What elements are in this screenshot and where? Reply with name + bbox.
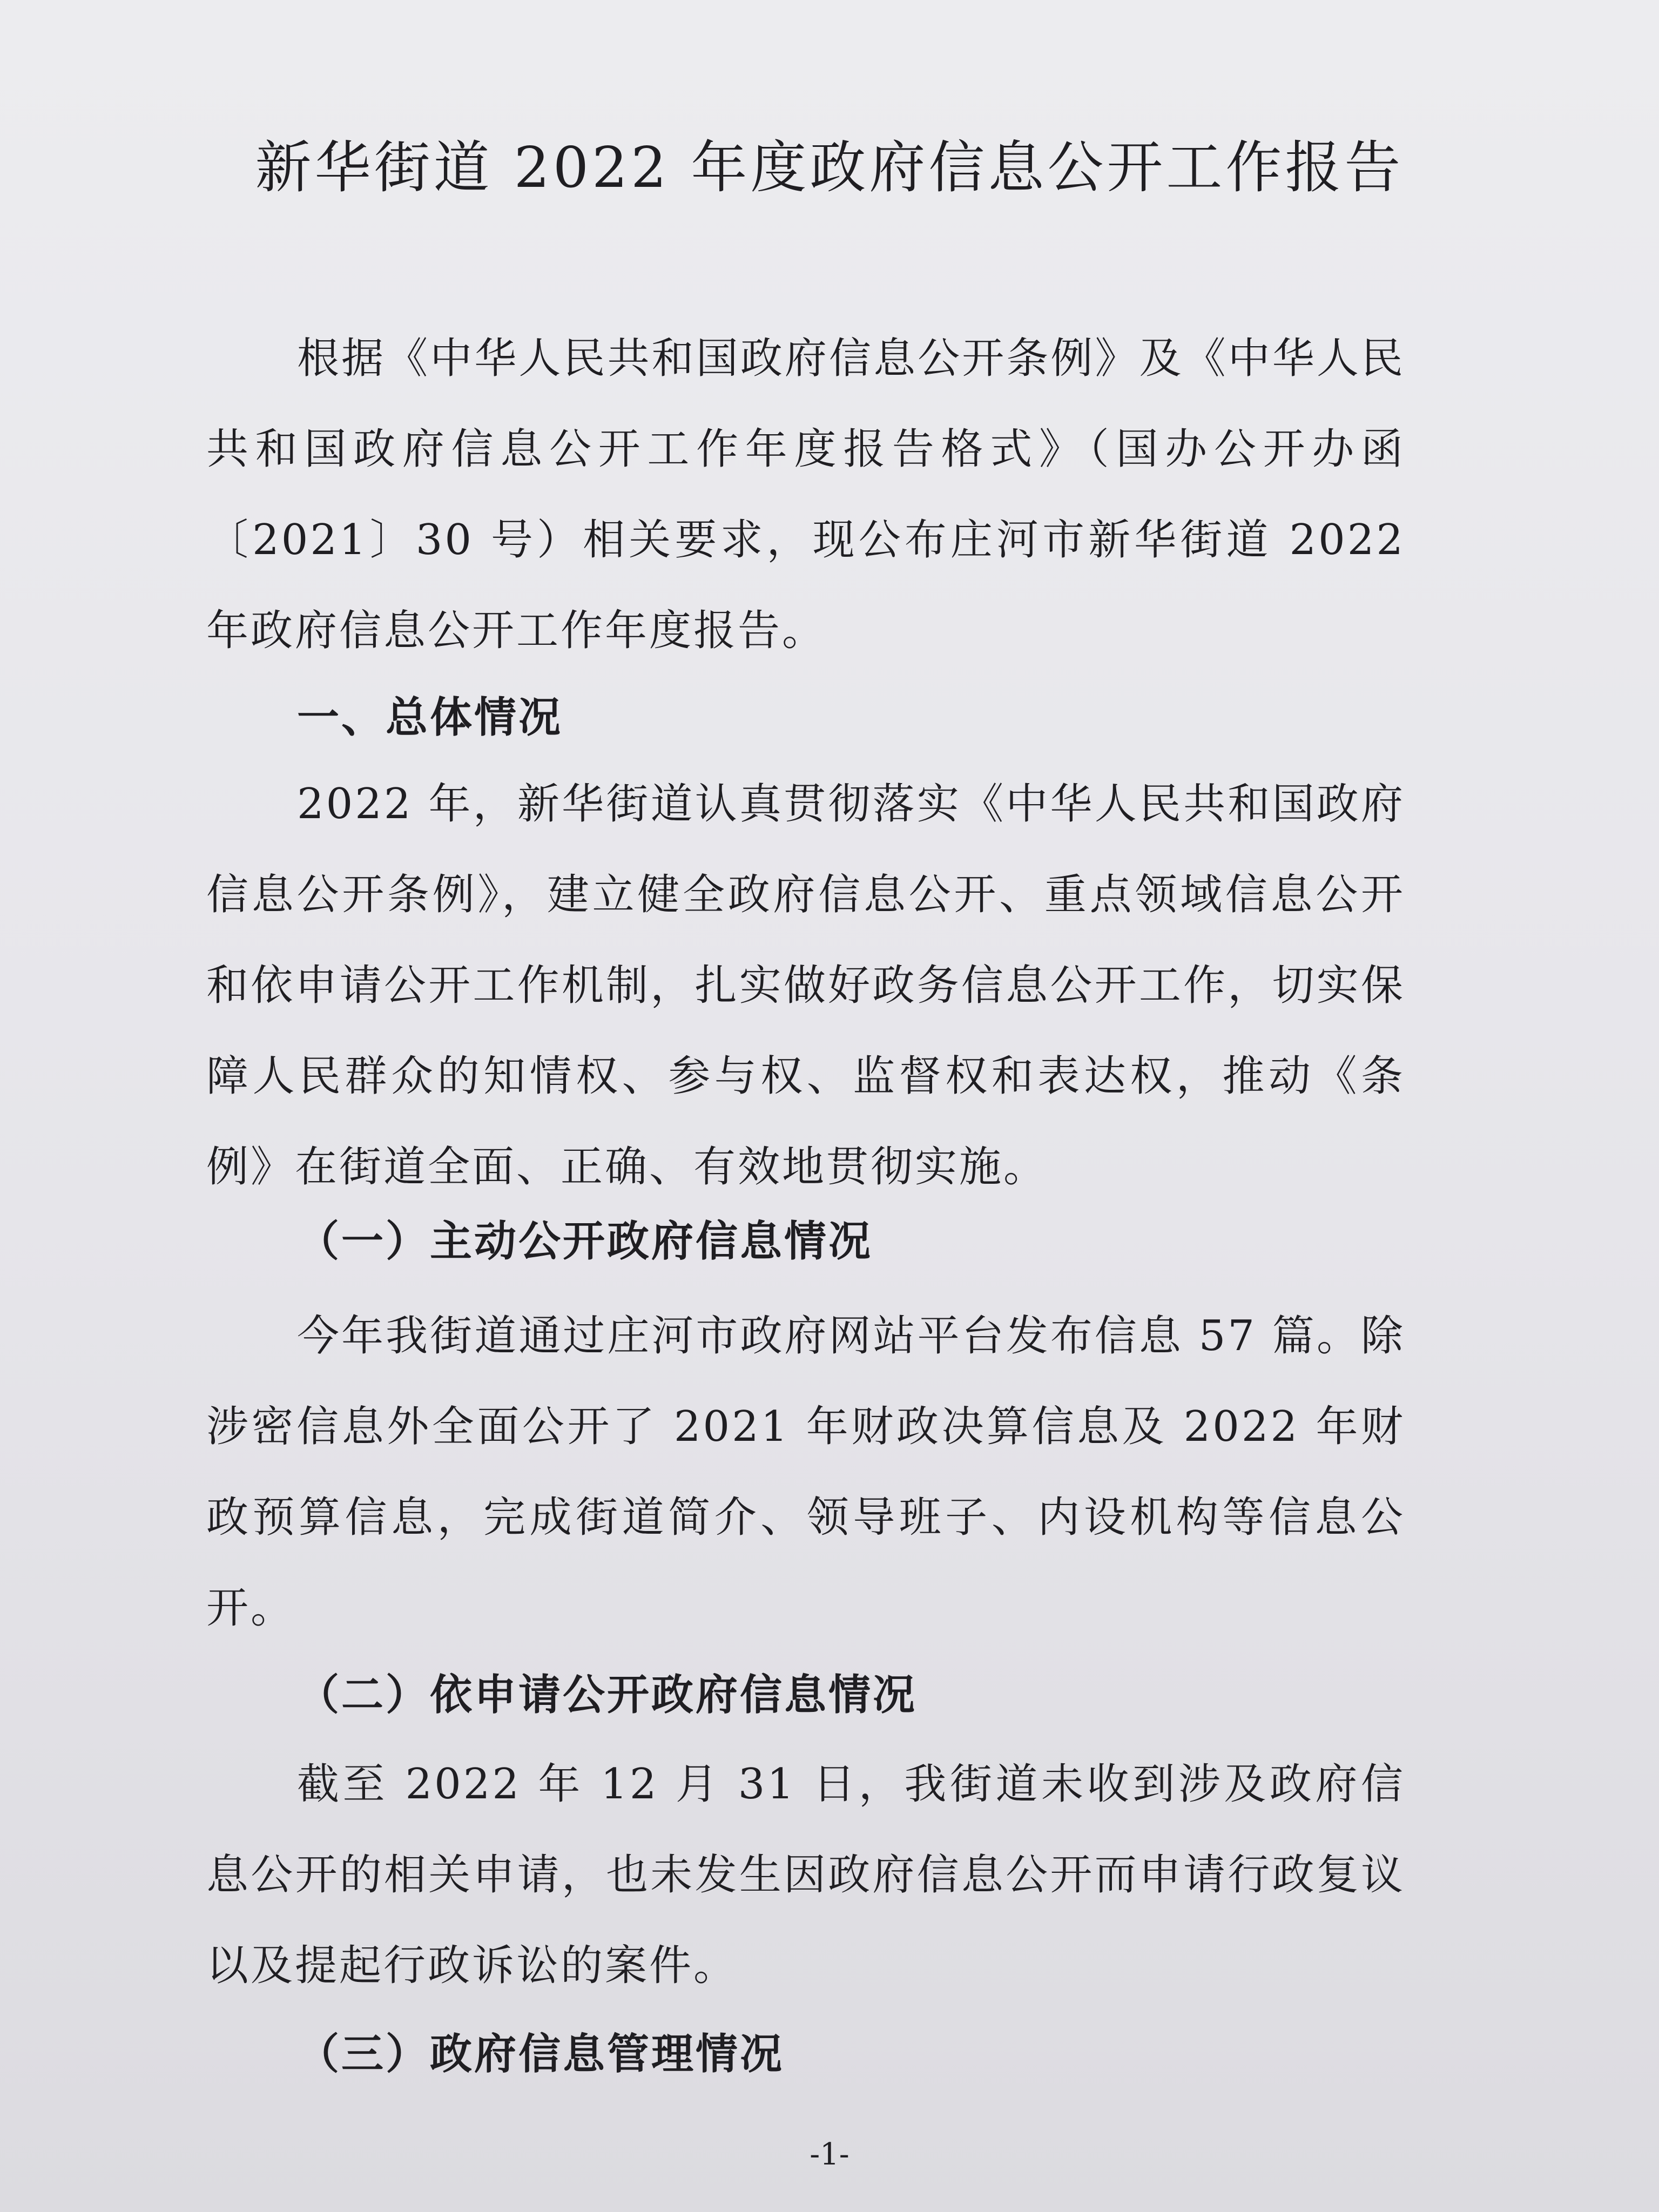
- proactive-paragraph: 今年我街道通过庄河市政府网站平台发布信息 57 篇。除涉密信息外全面公开了 2021 年财政决算信息及 2022 年财政预算信息，完成街道简介、领导班子、内设机构等信息公开。: [206, 1312, 1405, 1633]
- page-number: -1-: [810, 2137, 849, 2172]
- overview-paragraph: 2022 年，新华街道认真贯彻落实《中华人民共和国政府信息公开条例》，建立健全政府信息公开、重点领域信息公开和依申请公开工作机制，扎实做好政务信息公开工作，切实保障人民群众的知情权、参与权、监督权和表达权，推动《条例》在街道全面、正确、有效地贯彻实施。: [206, 780, 1405, 1191]
- subsection-heading-application: （二）依申请公开政府信息情况: [297, 1670, 918, 1719]
- section-heading-overview: 一、总体情况: [297, 693, 563, 742]
- document-title: 新华街道 2022 年度政府信息公开工作报告: [255, 134, 1404, 200]
- intro-paragraph: 根据《中华人民共和国政府信息公开条例》及《中华人民共和国政府信息公开工作年度报告格式》（国办公开办函〔2021〕30 号）相关要求，现公布庄河市新华街道 2022 年政府信息公开工作年度报告。: [206, 334, 1405, 655]
- subsection-heading-management: （三）政府信息管理情况: [297, 2029, 785, 2079]
- application-paragraph: 截至 2022 年 12 月 31 日，我街道未收到涉及政府信息公开的相关申请，也未发生因政府信息公开而申请行政复议以及提起行政诉讼的案件。: [206, 1760, 1405, 1990]
- subsection-heading-proactive: （一）主动公开政府信息情况: [297, 1217, 873, 1266]
